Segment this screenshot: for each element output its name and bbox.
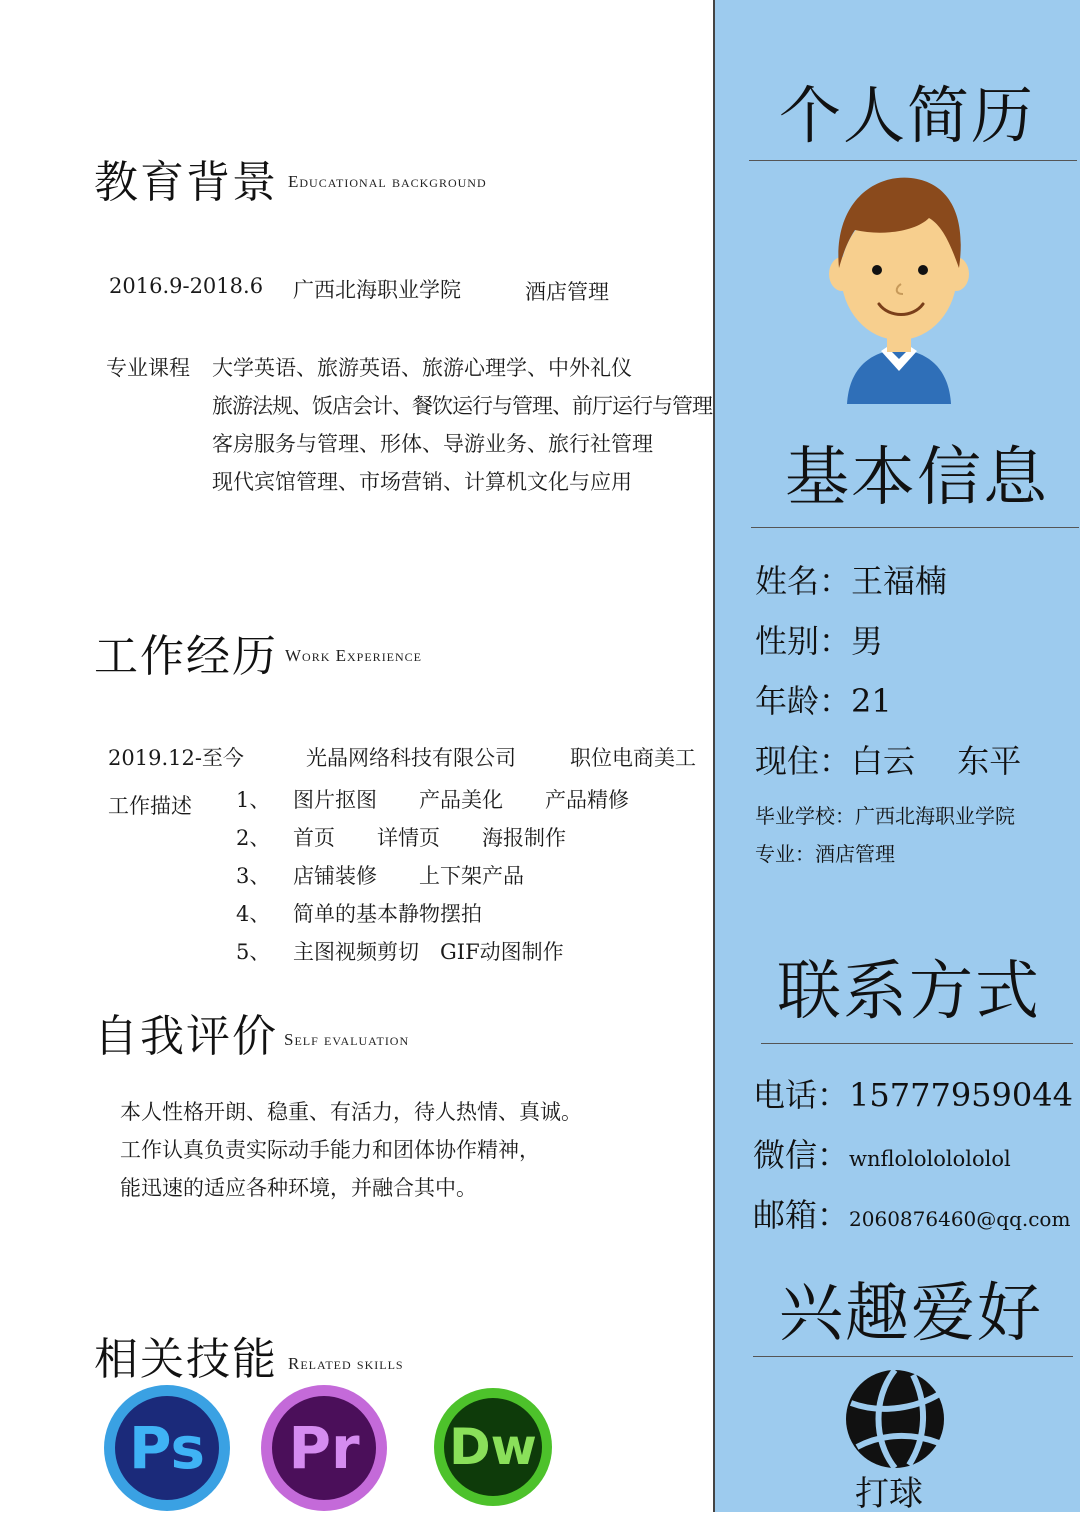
premiere-label: Pr (272, 1396, 376, 1500)
work-item-num: 1、 (236, 788, 271, 812)
major-row (755, 838, 895, 867)
name-value: 王福楠 (851, 562, 948, 600)
wechat-value: wnflolololololol (849, 1147, 1011, 1171)
work-item-num: 3、 (236, 864, 271, 888)
phone-value: 15777959044 (849, 1076, 1073, 1114)
work-item-text: 首页 详情页 海报制作 (293, 826, 566, 850)
education-school: 广西北海职业学院 (293, 278, 461, 302)
work-title: 工作经历 (94, 631, 278, 682)
divider (761, 1043, 1073, 1044)
work-desc-label: 工作描述 (108, 794, 192, 818)
major-label: 专业： (755, 842, 815, 866)
photoshop-icon (104, 1385, 230, 1511)
self-eval-title: 自我评价 (94, 1011, 278, 1062)
sidebar (713, 0, 1080, 1512)
wechat-label: 微信： (753, 1136, 850, 1174)
skills-subtitle: Related skills (288, 1354, 404, 1373)
self-eval-line: 本人性格开朗、稳重、有活力，待人热情、真诚。 (120, 1100, 582, 1124)
photoshop-label: Ps (115, 1396, 219, 1500)
work-company: 光晶网络科技有限公司 (306, 746, 516, 770)
dreamweaver-icon (434, 1388, 552, 1506)
divider (751, 527, 1079, 528)
courses-label: 专业课程 (106, 356, 190, 380)
name-label: 姓名： (755, 562, 852, 600)
contact-title: 联系方式 (777, 955, 1041, 1029)
basketball-icon (843, 1367, 947, 1471)
school-row (755, 800, 1015, 829)
work-item-text: 主图视频剪切 GIF动图制作 (293, 940, 564, 964)
email-value: 2060876460@qq.com (849, 1207, 1071, 1231)
skills-title: 相关技能 (94, 1334, 278, 1385)
work-item-num: 5、 (236, 940, 271, 964)
gender-row (755, 616, 883, 662)
education-subtitle: Educational background (288, 172, 487, 191)
course-line: 旅游法规、饭店会计、餐饮运行与管理、前厅运行与管理 (212, 394, 712, 418)
wechat-row (753, 1130, 1011, 1176)
divider (749, 160, 1077, 161)
address-row (755, 736, 1021, 782)
work-item-num: 4、 (236, 902, 271, 926)
work-item-num: 2、 (236, 826, 271, 850)
work-period: 2019.12-至今 (108, 746, 244, 770)
dreamweaver-label: Dw (444, 1398, 542, 1496)
education-period: 2016.9-2018.6 (109, 274, 264, 298)
hobby-title: 兴趣爱好 (779, 1277, 1043, 1351)
avatar-icon (819, 166, 979, 406)
phone-row (753, 1070, 1073, 1116)
major-value: 酒店管理 (815, 842, 895, 866)
age-value: 21 (851, 682, 892, 720)
hobby-label: 打球 (855, 1474, 923, 1514)
work-subtitle: Work Experience (285, 646, 423, 665)
address-label: 现住： (755, 742, 852, 780)
address-value: 白云 东平 (851, 742, 1022, 780)
school-label: 毕业学校： (755, 804, 855, 828)
course-line: 客房服务与管理、形体、导游业务、旅行社管理 (212, 432, 653, 456)
basic-info-title: 基本信息 (785, 441, 1049, 515)
work-item-text: 店铺装修 上下架产品 (293, 864, 524, 888)
divider (753, 1356, 1073, 1357)
age-label: 年龄： (755, 682, 852, 720)
self-eval-subtitle: Self evaluation (284, 1030, 410, 1049)
work-position: 职位电商美工 (570, 746, 696, 770)
email-label: 邮箱： (753, 1196, 850, 1234)
premiere-icon (261, 1385, 387, 1511)
gender-label: 性别： (755, 622, 852, 660)
work-item-text: 简单的基本静物摆拍 (293, 902, 482, 926)
gender-value: 男 (851, 622, 884, 660)
course-line: 现代宾馆管理、市场营销、计算机文化与应用 (212, 470, 632, 494)
name-row (755, 556, 947, 602)
work-item-text: 图片抠图 产品美化 产品精修 (293, 788, 629, 812)
email-row (753, 1190, 1070, 1236)
self-eval-line: 工作认真负责实际动手能力和团体协作精神， (120, 1138, 540, 1162)
education-title: 教育背景 (94, 157, 278, 208)
course-line: 大学英语、旅游英语、旅游心理学、中外礼仪 (212, 356, 632, 380)
age-row (755, 676, 892, 722)
self-eval-line: 能迅速的适应各种环境，并融合其中。 (120, 1176, 477, 1200)
resume-title: 个人简历 (779, 79, 1036, 152)
education-major: 酒店管理 (525, 280, 609, 304)
school-value: 广西北海职业学院 (855, 804, 1015, 828)
phone-label: 电话： (753, 1076, 850, 1114)
